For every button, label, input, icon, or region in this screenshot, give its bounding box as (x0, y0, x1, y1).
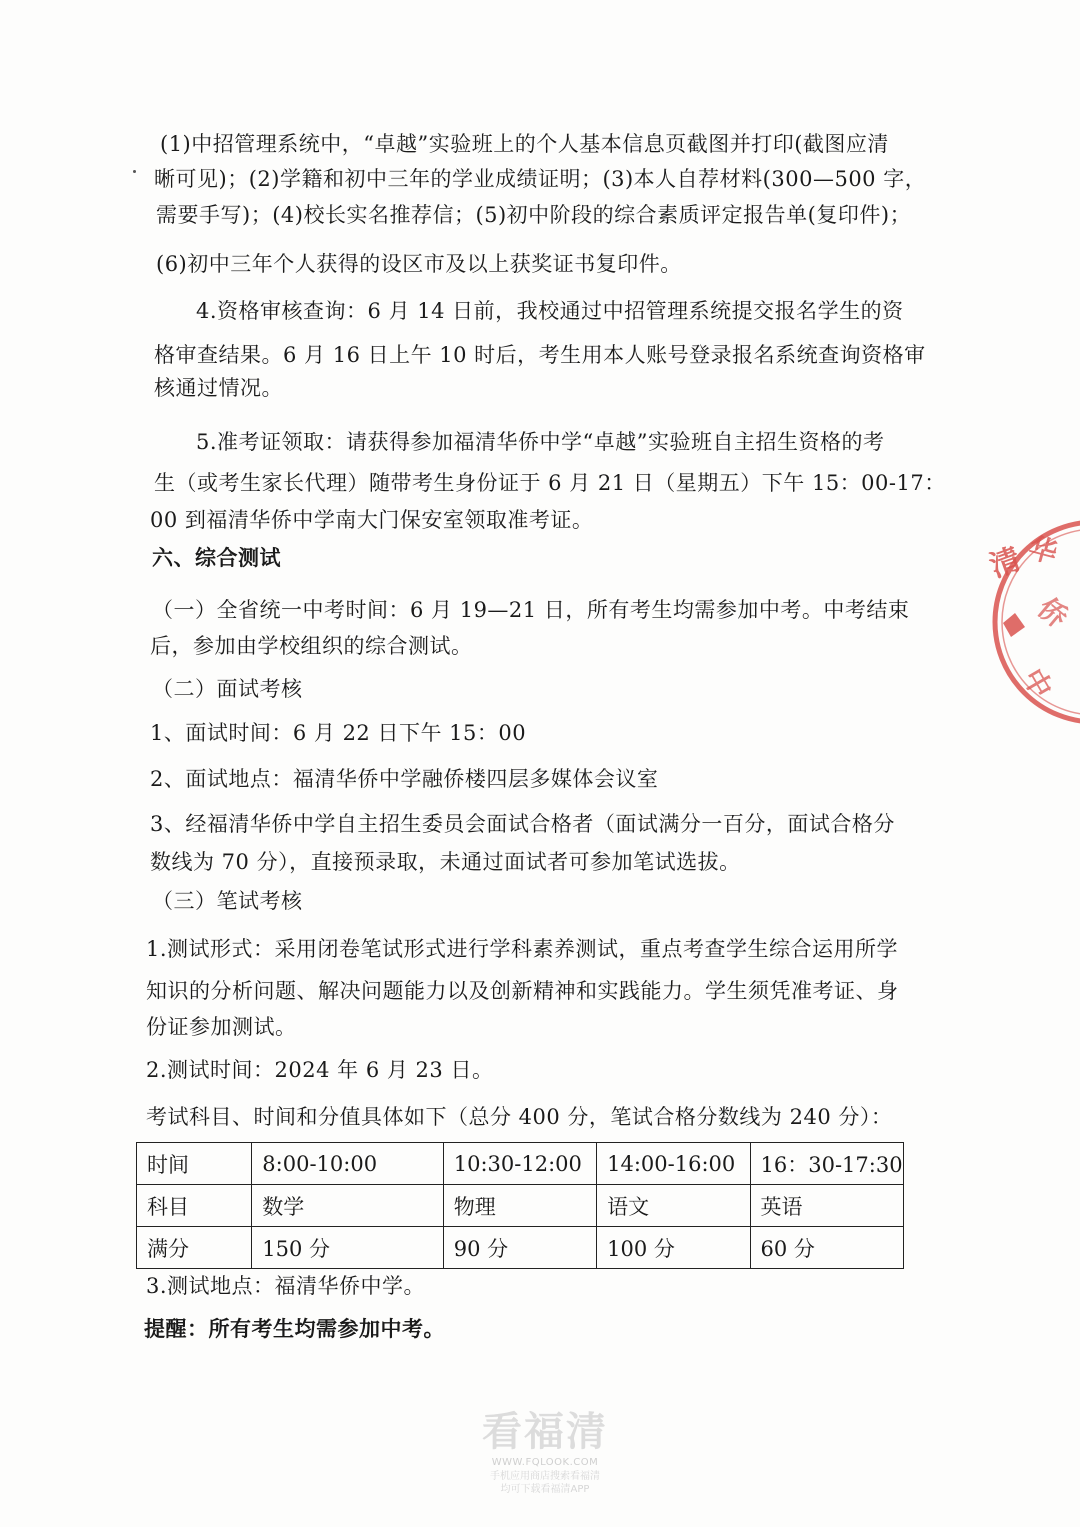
text-line: 格审查结果。6 月 16 日上午 10 时后，考生用本人账号登录报名系统查询资格审 (154, 343, 926, 367)
table-cell: 满分 (137, 1227, 252, 1269)
watermark-title: 看福清 (482, 1409, 608, 1455)
table-cell: 150 分 (252, 1227, 443, 1269)
scan-speck (133, 170, 136, 173)
table-cell: 8:00-10:00 (252, 1143, 443, 1185)
text-line: 2.测试时间：2024 年 6 月 23 日。 (146, 1058, 494, 1082)
site-watermark (470, 1408, 620, 1496)
exam-schedule-table (136, 1142, 904, 1269)
text-line: 数线为 70 分），直接预录取，未通过面试者可参加笔试选拔。 (150, 850, 741, 874)
official-seal (985, 515, 1080, 730)
subsection-heading: （二）面试考核 (152, 677, 303, 701)
text-line: 考试科目、时间和分值具体如下（总分 400 分，笔试合格分数线为 240 分）： (146, 1105, 893, 1129)
table-row (137, 1185, 904, 1227)
text-line: 5.准考证领取：请获得参加福清华侨中学“卓越”实验班自主招生资格的考 (196, 430, 885, 454)
table-cell: 英语 (750, 1185, 904, 1227)
text-line: 2、面试地点：福清华侨中学融侨楼四层多媒体会议室 (150, 767, 659, 791)
section-heading: 六、综合测试 (152, 545, 281, 570)
table-row (137, 1143, 904, 1185)
watermark-line: 手机应用商店搜索看福清 (490, 1471, 600, 1482)
text-line: 00 到福清华侨中学南大门保安室领取准考证。 (150, 508, 594, 532)
watermark-url: WWW.FQLOOK.COM (491, 1457, 599, 1468)
text-line: （一）全省统一中考时间：6 月 19—21 日，所有考生均需参加中考。中考结束 (152, 598, 910, 622)
table-cell: 90 分 (443, 1227, 596, 1269)
text-line: (1)中招管理系统中，“卓越”实验班上的个人基本信息页截图并打印(截图应清 (160, 132, 889, 156)
table-cell: 语文 (597, 1185, 750, 1227)
svg-text:中: 中 (1016, 663, 1059, 704)
text-line: 晰可见)；(2)学籍和初中三年的学业成绩证明；(3)本人自荐材料(300—500 字， (154, 167, 927, 191)
reminder-text: 提醒：所有考生均需参加中考。 (144, 1316, 445, 1341)
table-cell: 10:30-12:00 (443, 1143, 596, 1185)
text-line: 4.资格审核查询：6 月 14 日前，我校通过中招管理系统提交报名学生的资 (196, 299, 904, 323)
text-line: 1.测试形式：采用闭卷笔试形式进行学科素养测试，重点考查学生综合运用所学 (146, 937, 899, 961)
seal-graphic (985, 515, 1080, 730)
text-line: 核通过情况。 (154, 376, 283, 400)
table-cell: 100 分 (597, 1227, 750, 1269)
watermark-line: 均可下载看福清APP (500, 1484, 590, 1495)
text-line: 生（或考生家长代理）随带考生身份证于 6 月 21 日（星期五）下午 15：00-17： (154, 471, 946, 495)
text-line: 知识的分析问题、解决问题能力以及创新精神和实践能力。学生须凭准考证、身 (146, 979, 899, 1003)
text-line: 份证参加测试。 (146, 1015, 297, 1039)
text-line: (6)初中三年个人获得的设区市及以上获奖证书复印件。 (156, 252, 682, 276)
text-line: 1、面试时间：6 月 22 日下午 15：00 (150, 721, 527, 745)
table-cell: 16：30-17:30 (750, 1143, 904, 1185)
table-cell: 60 分 (750, 1227, 904, 1269)
text-line: 3、经福清华侨中学自主招生委员会面试合格者（面试满分一百分，面试合格分 (150, 812, 895, 836)
text-line: 3.测试地点：福清华侨中学。 (146, 1274, 426, 1298)
text-line: 需要手写)；(4)校长实名推荐信；(5)初中阶段的综合素质评定报告单(复印件)； (156, 203, 912, 227)
svg-text:侨: 侨 (1031, 591, 1075, 635)
svg-text:清: 清 (985, 541, 1026, 585)
svg-text:华: 华 (1025, 530, 1061, 570)
table-cell: 科目 (137, 1185, 252, 1227)
table-row (137, 1227, 904, 1269)
table-cell: 14:00-16:00 (597, 1143, 750, 1185)
subsection-heading: （三）笔试考核 (152, 889, 303, 913)
table-cell: 物理 (443, 1185, 596, 1227)
text-line: 后，参加由学校组织的综合测试。 (150, 634, 473, 658)
table-cell: 数学 (252, 1185, 443, 1227)
table-cell: 时间 (137, 1143, 252, 1185)
